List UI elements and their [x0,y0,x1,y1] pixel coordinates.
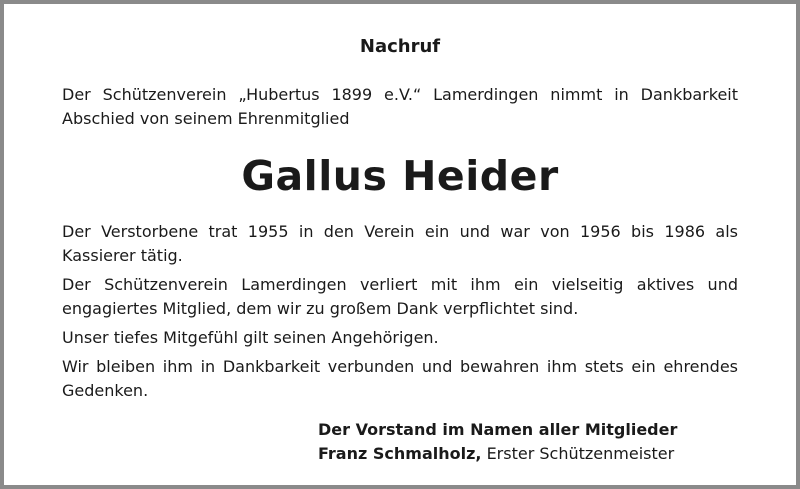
signature-signer-line [318,442,677,466]
deceased-name: Gallus Heider [241,152,559,200]
obituary-intro: Der Schützenverein „Hubertus 1899 e.V.“ Lamerdingen nimmt in Dankbarkeit Abschied von seinem Ehrenmitglied [62,85,738,128]
signer-name: Franz Schmalholz, [318,444,482,463]
signer-title: Erster Schützenmeister [481,444,675,463]
body-paragraph: Wir bleiben ihm in Dankbarkeit verbunden und bewahren ihm stets ein ehrendes Gedenken. [62,357,738,400]
obituary-content [62,4,738,485]
obituary-heading: Nachruf [359,36,441,57]
signature-board-line: Der Vorstand im Namen aller Mitglieder [318,420,678,439]
obituary-body [62,220,738,408]
body-paragraph: Der Schützenverein Lamerdingen verliert mit ihm ein vielseitig aktives und engagiertes Mitglied, dem wir zu großem Dank verpflichtet sind. [62,275,738,318]
signature-block [318,418,677,466]
body-paragraph: Der Verstorbene trat 1955 in den Verein ein und war von 1956 bis 1986 als Kassierer tätig. [62,222,738,265]
body-paragraph: Unser tiefes Mitgefühl gilt seinen Angehörigen. [62,328,439,347]
